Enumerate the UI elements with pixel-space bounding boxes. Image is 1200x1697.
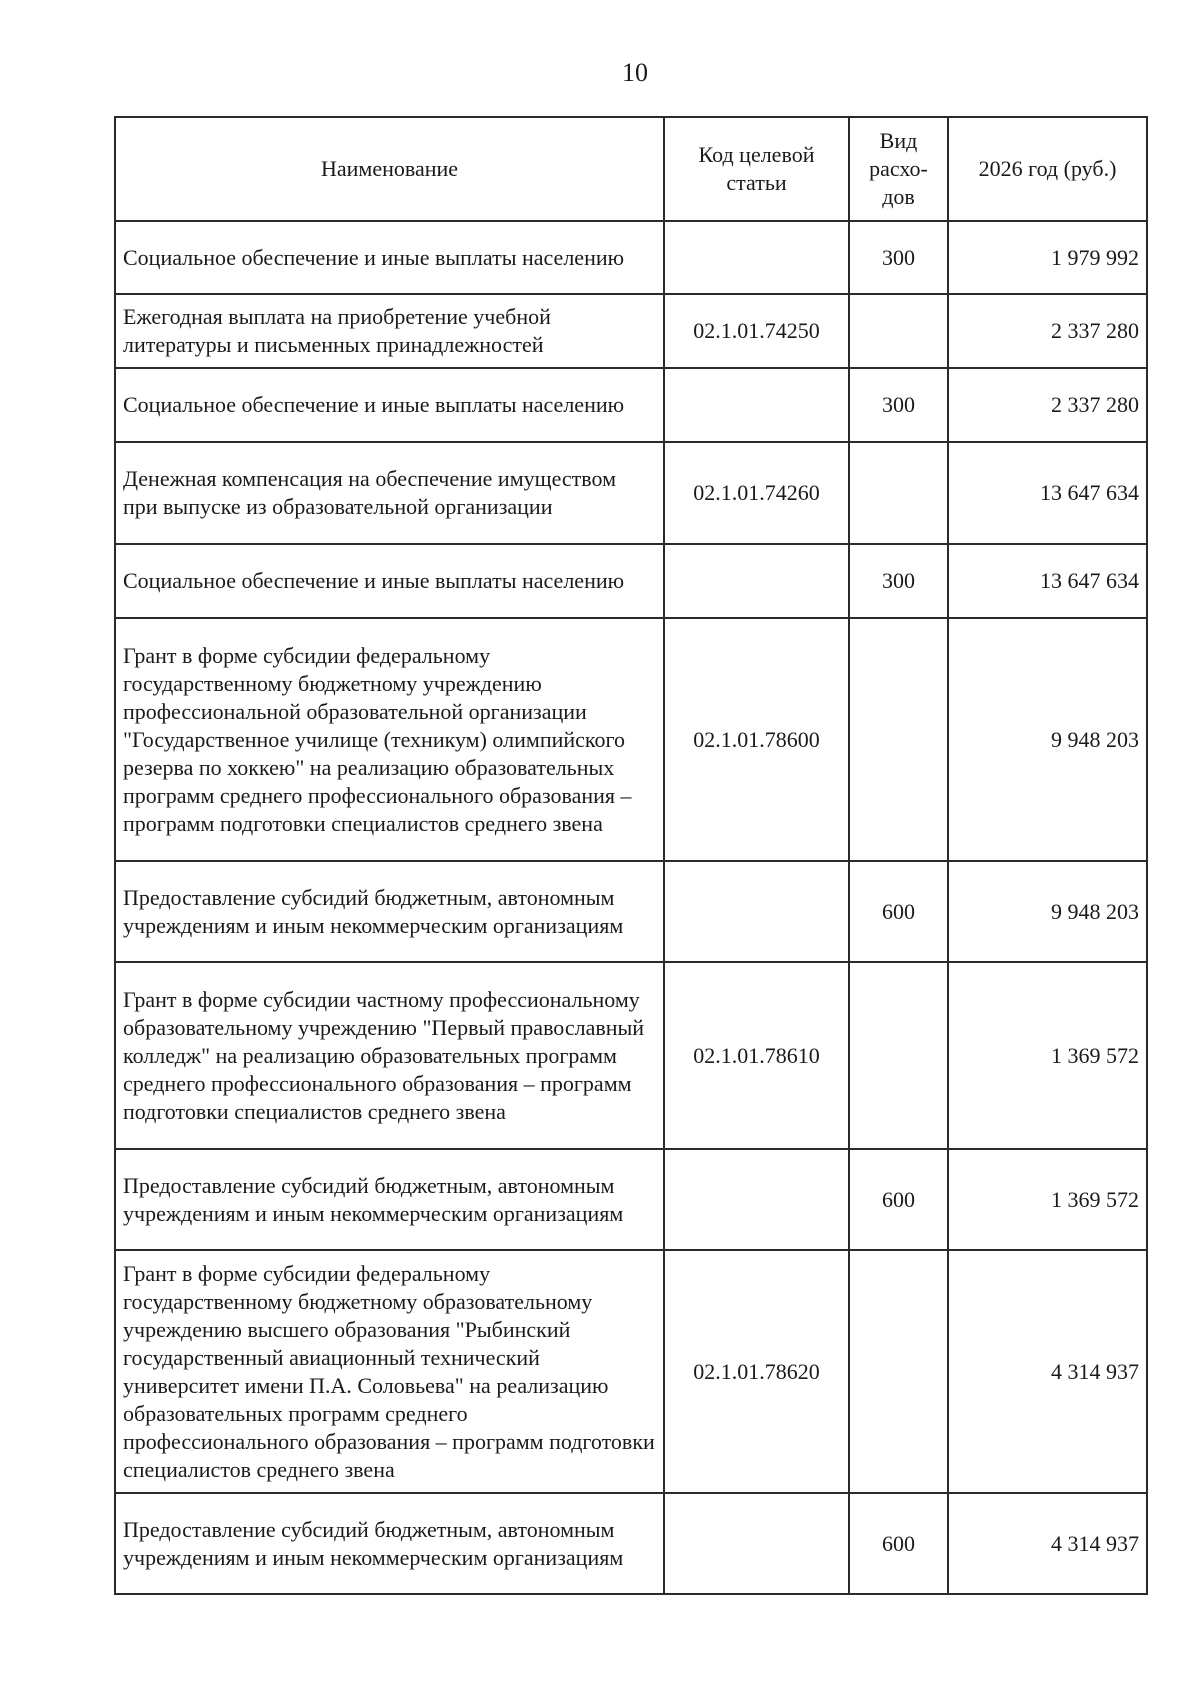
cell-amount: 4 314 937 bbox=[948, 1250, 1147, 1493]
cell-amount: 1 369 572 bbox=[948, 1149, 1147, 1250]
cell-name: Денежная компенсация на обеспечение имуществом при выпуске из образовательной организации bbox=[115, 442, 664, 544]
table-row bbox=[115, 368, 1147, 442]
cell-amount: 2 337 280 bbox=[948, 294, 1147, 368]
cell-type: 600 bbox=[849, 1493, 948, 1594]
header-amount: 2026 год (руб.) bbox=[948, 117, 1147, 221]
cell-name: Социальное обеспечение и иные выплаты населению bbox=[115, 544, 664, 618]
table-row bbox=[115, 294, 1147, 368]
cell-name: Социальное обеспечение и иные выплаты населению bbox=[115, 221, 664, 294]
table-row bbox=[115, 544, 1147, 618]
cell-name: Предоставление субсидий бюджетным, автономным учреждениям и иным некоммерческим организациям bbox=[115, 1149, 664, 1250]
cell-amount: 4 314 937 bbox=[948, 1493, 1147, 1594]
cell-code bbox=[664, 861, 849, 962]
table-row bbox=[115, 861, 1147, 962]
cell-name: Социальное обеспечение и иные выплаты населению bbox=[115, 368, 664, 442]
table-header-row bbox=[115, 117, 1147, 221]
cell-type: 600 bbox=[849, 1149, 948, 1250]
cell-type: 600 bbox=[849, 861, 948, 962]
table-row bbox=[115, 962, 1147, 1149]
cell-amount: 9 948 203 bbox=[948, 861, 1147, 962]
cell-type bbox=[849, 294, 948, 368]
cell-type: 300 bbox=[849, 544, 948, 618]
cell-code: 02.1.01.74250 bbox=[664, 294, 849, 368]
cell-type bbox=[849, 962, 948, 1149]
cell-type bbox=[849, 1250, 948, 1493]
cell-type bbox=[849, 442, 948, 544]
table-row bbox=[115, 442, 1147, 544]
page-number: 10 bbox=[622, 58, 648, 87]
cell-code bbox=[664, 1493, 849, 1594]
cell-code bbox=[664, 368, 849, 442]
cell-code: 02.1.01.78610 bbox=[664, 962, 849, 1149]
cell-code: 02.1.01.78620 bbox=[664, 1250, 849, 1493]
cell-amount: 1 369 572 bbox=[948, 962, 1147, 1149]
cell-code bbox=[664, 1149, 849, 1250]
cell-name: Грант в форме субсидии федеральному государственному бюджетному учреждению профессиональной образовательной организации "Государственное училище (техникум) олимпийского резерва по хоккею" на реализацию образовательных программ среднего профессионального образования – программ подготовки специалистов среднего звена bbox=[115, 618, 664, 861]
header-type: Вид расхо-дов bbox=[849, 117, 948, 221]
cell-type: 300 bbox=[849, 221, 948, 294]
table-row bbox=[115, 618, 1147, 861]
cell-amount: 1 979 992 bbox=[948, 221, 1147, 294]
table-row bbox=[115, 221, 1147, 294]
cell-type: 300 bbox=[849, 368, 948, 442]
cell-type bbox=[849, 618, 948, 861]
header-code: Код целевой статьи bbox=[664, 117, 849, 221]
cell-amount: 9 948 203 bbox=[948, 618, 1147, 861]
table-row bbox=[115, 1149, 1147, 1250]
cell-name: Предоставление субсидий бюджетным, автономным учреждениям и иным некоммерческим организациям bbox=[115, 1493, 664, 1594]
budget-table bbox=[114, 116, 1148, 1595]
table-row bbox=[115, 1493, 1147, 1594]
table-row bbox=[115, 1250, 1147, 1493]
cell-name: Ежегодная выплата на приобретение учебной литературы и письменных принадлежностей bbox=[115, 294, 664, 368]
cell-amount: 2 337 280 bbox=[948, 368, 1147, 442]
cell-code: 02.1.01.74260 bbox=[664, 442, 849, 544]
cell-amount: 13 647 634 bbox=[948, 544, 1147, 618]
cell-name: Грант в форме субсидии частному профессиональному образовательному учреждению "Первый православный колледж" на реализацию образовательных программ среднего профессионального образования – программ подготовки специалистов среднего звена bbox=[115, 962, 664, 1149]
cell-code bbox=[664, 221, 849, 294]
header-name: Наименование bbox=[115, 117, 664, 221]
cell-code bbox=[664, 544, 849, 618]
cell-code: 02.1.01.78600 bbox=[664, 618, 849, 861]
cell-amount: 13 647 634 bbox=[948, 442, 1147, 544]
cell-name: Грант в форме субсидии федеральному государственному бюджетному образовательному учреждению высшего образования "Рыбинский государственный авиационный технический университет имени П.А. Соловьева" на реализацию образовательных программ среднего профессионального образования – программ подготовки специалистов среднего звена bbox=[115, 1250, 664, 1493]
cell-name: Предоставление субсидий бюджетным, автономным учреждениям и иным некоммерческим организациям bbox=[115, 861, 664, 962]
